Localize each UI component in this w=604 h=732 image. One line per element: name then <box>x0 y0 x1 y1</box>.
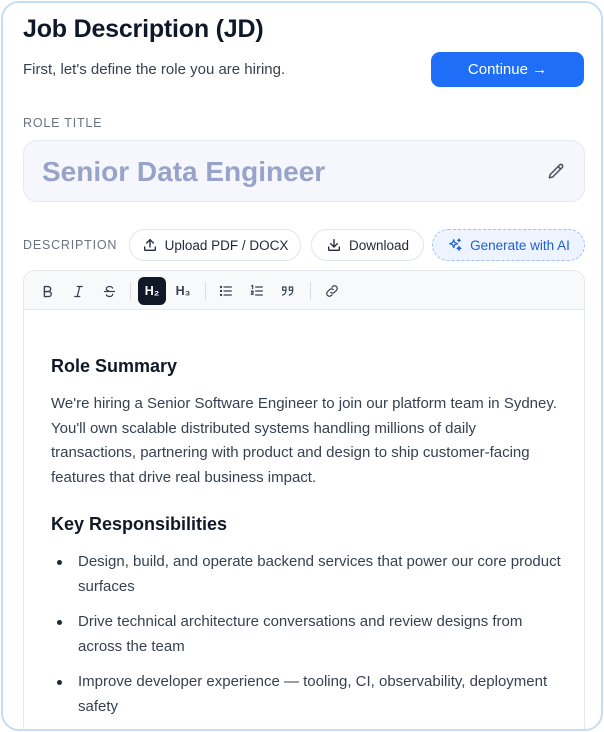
upload-pdf-docx-button[interactable] <box>129 229 301 261</box>
responsibilities-list <box>51 550 561 719</box>
continue-button[interactable] <box>431 52 584 87</box>
bullet-dot <box>57 620 62 625</box>
numbered-list-button[interactable] <box>243 277 271 305</box>
heading-2-label: H₂ <box>144 284 160 298</box>
edit-role-button[interactable] <box>546 162 566 182</box>
link-button[interactable] <box>318 277 346 305</box>
italic-button[interactable] <box>64 277 92 305</box>
generate-button-label: Generate with AI <box>470 237 570 253</box>
list-item <box>51 550 561 599</box>
numbered-list-icon <box>249 283 265 299</box>
strikethrough-button[interactable] <box>95 277 123 305</box>
list-item <box>51 610 561 659</box>
list-item-text: Design, build, and operate backend services that power our core product surfaces <box>78 553 561 595</box>
download-button-label: Download <box>348 237 410 253</box>
list-item <box>51 670 561 719</box>
link-icon <box>324 283 340 299</box>
page-title: Job Description (JD) <box>23 15 264 43</box>
list-item-text: Improve developer experience — tooling, CI, observability, deployment safety <box>78 673 548 715</box>
upload-button-label: Upload PDF / DOCX <box>164 237 289 253</box>
pencil-icon <box>546 162 566 182</box>
role-summary-text: We're hiring a Senior Software Engineer to join our platform team in Sydney. You'll own scalable distributed systems handling millions of daily transactions, partnering with product and design to ship customer-facing features that drive real business impact. <box>51 395 557 486</box>
page-subtitle: First, let's define the role you are hiring. <box>23 61 286 78</box>
download-icon <box>326 237 342 253</box>
toolbar-divider <box>130 282 131 300</box>
toolbar-divider <box>310 282 311 300</box>
toolbar-divider <box>205 282 206 300</box>
continue-button-label: Continue → <box>467 61 548 78</box>
role-title-label: ROLE TITLE <box>23 116 103 130</box>
description-label: DESCRIPTION <box>23 238 118 252</box>
download-button[interactable] <box>311 229 424 261</box>
upload-icon <box>142 237 158 253</box>
bullet-dot <box>57 560 62 565</box>
heading-3-button[interactable] <box>169 277 197 305</box>
bullet-dot <box>57 680 62 685</box>
heading-2-button[interactable] <box>138 277 166 305</box>
bullet-list-icon <box>218 283 234 299</box>
sparkle-icon <box>447 237 463 253</box>
quote-icon <box>280 283 296 299</box>
key-responsibilities-heading: Key Responsibilities <box>51 514 228 534</box>
description-editor[interactable] <box>23 270 585 731</box>
job-description-card <box>1 1 603 731</box>
role-title-field <box>23 140 585 202</box>
strikethrough-icon <box>102 284 117 299</box>
list-item-text: Drive technical architecture conversations and review designs from across the team <box>78 613 523 655</box>
bullet-list-button[interactable] <box>212 277 240 305</box>
italic-icon <box>71 284 86 299</box>
editor-toolbar <box>24 271 584 310</box>
bold-icon <box>40 284 55 299</box>
role-summary-heading: Role Summary <box>51 356 178 376</box>
quote-button[interactable] <box>274 277 302 305</box>
role-title-input[interactable] <box>42 154 522 190</box>
editor-content[interactable] <box>51 356 561 730</box>
heading-3-label: H₃ <box>175 284 191 298</box>
generate-with-ai-button[interactable] <box>432 229 585 261</box>
bold-button[interactable] <box>33 277 61 305</box>
